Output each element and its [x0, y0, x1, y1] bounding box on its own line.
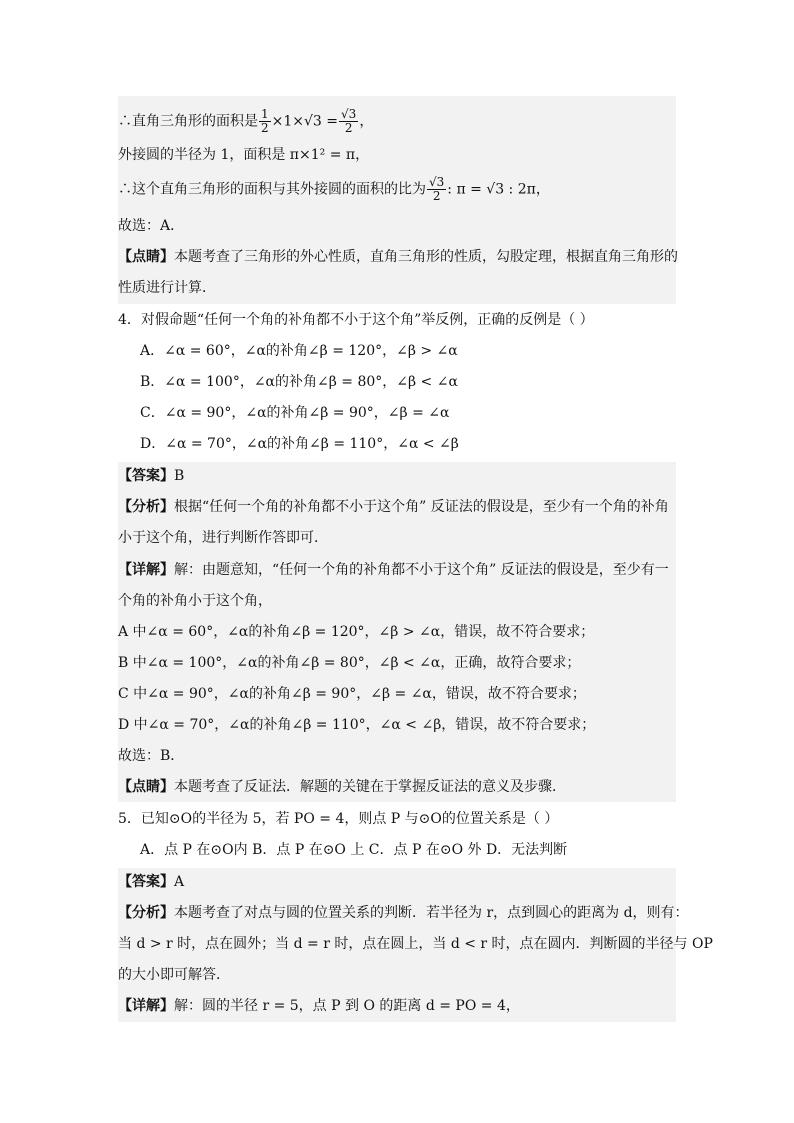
tag-label: 【详解】 — [118, 562, 174, 578]
fraction-numerator: √3 — [429, 175, 445, 189]
fraction — [339, 108, 358, 135]
tag-label: 【答案】 — [118, 874, 174, 890]
text-span: 根据“任何一个角的补角都不小于这个角” 反证法的假设是，至少有一个角的补角 — [174, 499, 669, 515]
text-span: 本题考查了对点与圆的位置关系的判断．若半径为 r，点到圆心的距离为 d，则有： — [174, 905, 689, 921]
q4-analysis-cont: 小于这个角，进行判断作答即可． — [118, 530, 328, 546]
q4-detail-cont: 个角的补角小于这个角， — [118, 593, 272, 609]
q4-detail-c: C 中∠α = 90°，∠α的补角∠β = 90°，∠β = ∠α，错误，故不符合要求； — [118, 686, 586, 702]
tag-label: 【答案】 — [118, 468, 174, 484]
question-4: 4．对假命题“任何一个角的补角都不小于这个角”举反例，正确的反例是（ ） — [118, 312, 594, 328]
choice-line: 故选：A． — [118, 218, 185, 234]
fraction-denominator: 2 — [344, 121, 353, 135]
tag-label: 【详解】 — [118, 998, 174, 1014]
q4-detail-b: B 中∠α = 100°，∠α的补角∠β = 80°，∠β < ∠α，正确，故符合要求； — [118, 655, 581, 671]
text-span: ∴直角三角形的面积是 — [118, 113, 258, 130]
text-span: : π = √3 : 2π， — [447, 181, 550, 198]
q5-analysis-end: 的大小即可解答． — [118, 967, 230, 983]
q5-answer — [118, 872, 184, 892]
q4-option-a: A．∠α = 60°，∠α的补角∠β = 120°，∠β > ∠α — [140, 343, 458, 359]
tag-label: 【点睛】 — [118, 779, 174, 795]
q5-detail — [118, 996, 520, 1016]
q4-detail-a: A 中∠α = 60°，∠α的补角∠β = 120°，∠β > ∠α，错误，故不符合要求； — [118, 624, 595, 640]
text-span: A — [174, 874, 185, 890]
q4-detail — [118, 560, 669, 580]
q4-tip — [118, 777, 566, 797]
text-span: 本题考查了反证法．解题的关键在于掌握反证法的意义及步骤． — [174, 779, 566, 795]
tip-line — [118, 247, 678, 267]
text-span: ， — [359, 113, 374, 130]
circle-area-line: 外接圆的半径为 1，面积是 π×1² = π， — [118, 147, 370, 163]
q4-option-c: C．∠α = 90°，∠α的补角∠β = 90°，∠β = ∠α — [140, 405, 450, 421]
text-span: 解：圆的半径 r = 5，点 P 到 O 的距离 d = PO = 4， — [174, 998, 520, 1014]
q4-option-d: D．∠α = 70°，∠α的补角∠β = 110°，∠α < ∠β — [140, 436, 459, 452]
area-line — [118, 108, 373, 135]
fraction-numerator: √3 — [341, 107, 357, 121]
fraction-numerator: 1 — [261, 107, 269, 121]
q5-analysis-cont: 当 d > r 时，点在圆外；当 d = r 时，点在圆上，当 d < r 时，点在圆内．判断圆的半径与 OP — [118, 936, 713, 952]
q4-detail-d: D 中∠α = 70°，∠α的补角∠β = 110°，∠α < ∠β，错误，故不符合要求； — [118, 717, 596, 733]
ratio-line — [118, 176, 550, 203]
fraction — [427, 176, 446, 203]
tip-line-cont: 性质进行计算． — [118, 280, 216, 296]
tag-label: 【分析】 — [118, 499, 174, 515]
tag-label: 【分析】 — [118, 905, 174, 921]
text-span: ∴这个直角三角形的面积与其外接圆的面积的比为 — [118, 181, 426, 198]
text-span: ×1×√3 = — [271, 113, 339, 130]
text-span: B — [174, 468, 185, 484]
q4-option-b: B．∠α = 100°，∠α的补角∠β = 80°，∠β < ∠α — [140, 374, 458, 390]
q5-analysis — [118, 903, 689, 923]
q5-options: A．点 P 在⊙O内 B．点 P 在⊙O 上 C．点 P 在⊙O 外 D．无法判断 — [140, 842, 568, 858]
fraction — [259, 108, 271, 135]
q4-choice: 故选：B． — [118, 748, 185, 764]
fraction-denominator: 2 — [261, 121, 269, 135]
q4-answer — [118, 466, 184, 486]
tag-label: 【点睛】 — [118, 249, 174, 265]
text-span: 解：由题意知，“任何一个角的补角都不小于这个角” 反证法的假设是，至少有一 — [174, 562, 669, 578]
fraction-denominator: 2 — [432, 189, 441, 203]
question-5: 5．已知⊙O的半径为 5，若 PO = 4，则点 P 与⊙O的位置关系是（ ） — [118, 811, 559, 827]
text-span: 本题考查了三角形的外心性质，直角三角形的性质，勾股定理，根据直角三角形的 — [174, 249, 678, 265]
q4-analysis — [118, 497, 669, 517]
